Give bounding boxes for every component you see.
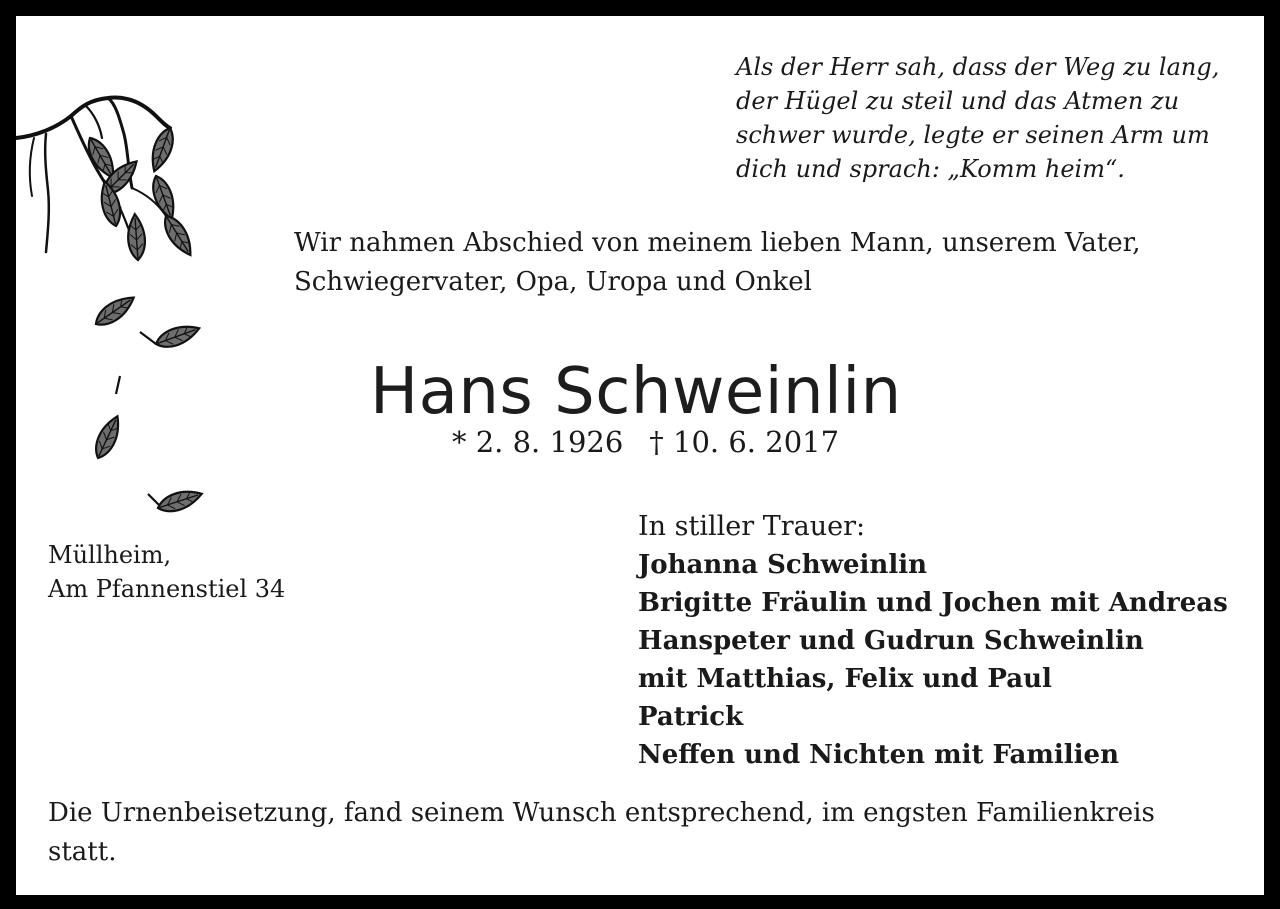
list-item: Brigitte Fräulin und Jochen mit Andreas <box>638 588 1228 618</box>
quote-line: der Hügel zu steil und das Atmen zu <box>736 87 1180 115</box>
quote-line: Als der Herr sah, dass der Weg zu lang, <box>736 53 1220 81</box>
family-address <box>48 538 348 606</box>
bible-quote <box>736 50 1236 186</box>
obituary-notice <box>16 16 1264 895</box>
intro-line: Schwiegervater, Opa, Uropa und Onkel <box>294 267 812 297</box>
list-item: Patrick <box>638 702 744 732</box>
intro-line: Wir nahmen Abschied von meinem lieben Mann, unserem Vater, <box>294 228 1141 258</box>
address-city: Müllheim, <box>48 541 172 569</box>
deceased-name: Hans Schweinlin <box>370 355 902 429</box>
death-date: † 10. 6. 2017 <box>649 425 840 459</box>
list-item: Hanspeter und Gudrun Schweinlin <box>638 626 1144 656</box>
life-dates <box>452 420 972 464</box>
birth-date: * 2. 8. 1926 <box>452 425 624 459</box>
list-item: mit Matthias, Felix und Paul <box>638 664 1052 694</box>
note-line: Die Urnenbeisetzung, fand seinem Wunsch entsprechend, im engsten Familienkreis <box>48 798 1155 828</box>
falling-leaf-icon <box>16 286 256 546</box>
mourners-list <box>638 546 1238 774</box>
quote-line: dich und sprach: „Komm heim“. <box>736 155 1125 183</box>
burial-note <box>48 794 1218 872</box>
address-street: Am Pfannenstiel 34 <box>48 575 286 603</box>
list-item: Johanna Schweinlin <box>638 550 927 580</box>
quote-line: schwer wurde, legte er seinen Arm um <box>736 121 1210 149</box>
note-line: statt. <box>48 837 117 867</box>
list-item: Neffen und Nichten mit Familien <box>638 740 1119 770</box>
farewell-intro <box>294 224 1234 302</box>
mourners-lead: In stiller Trauer: <box>638 511 866 542</box>
mourners-block <box>638 508 1238 774</box>
